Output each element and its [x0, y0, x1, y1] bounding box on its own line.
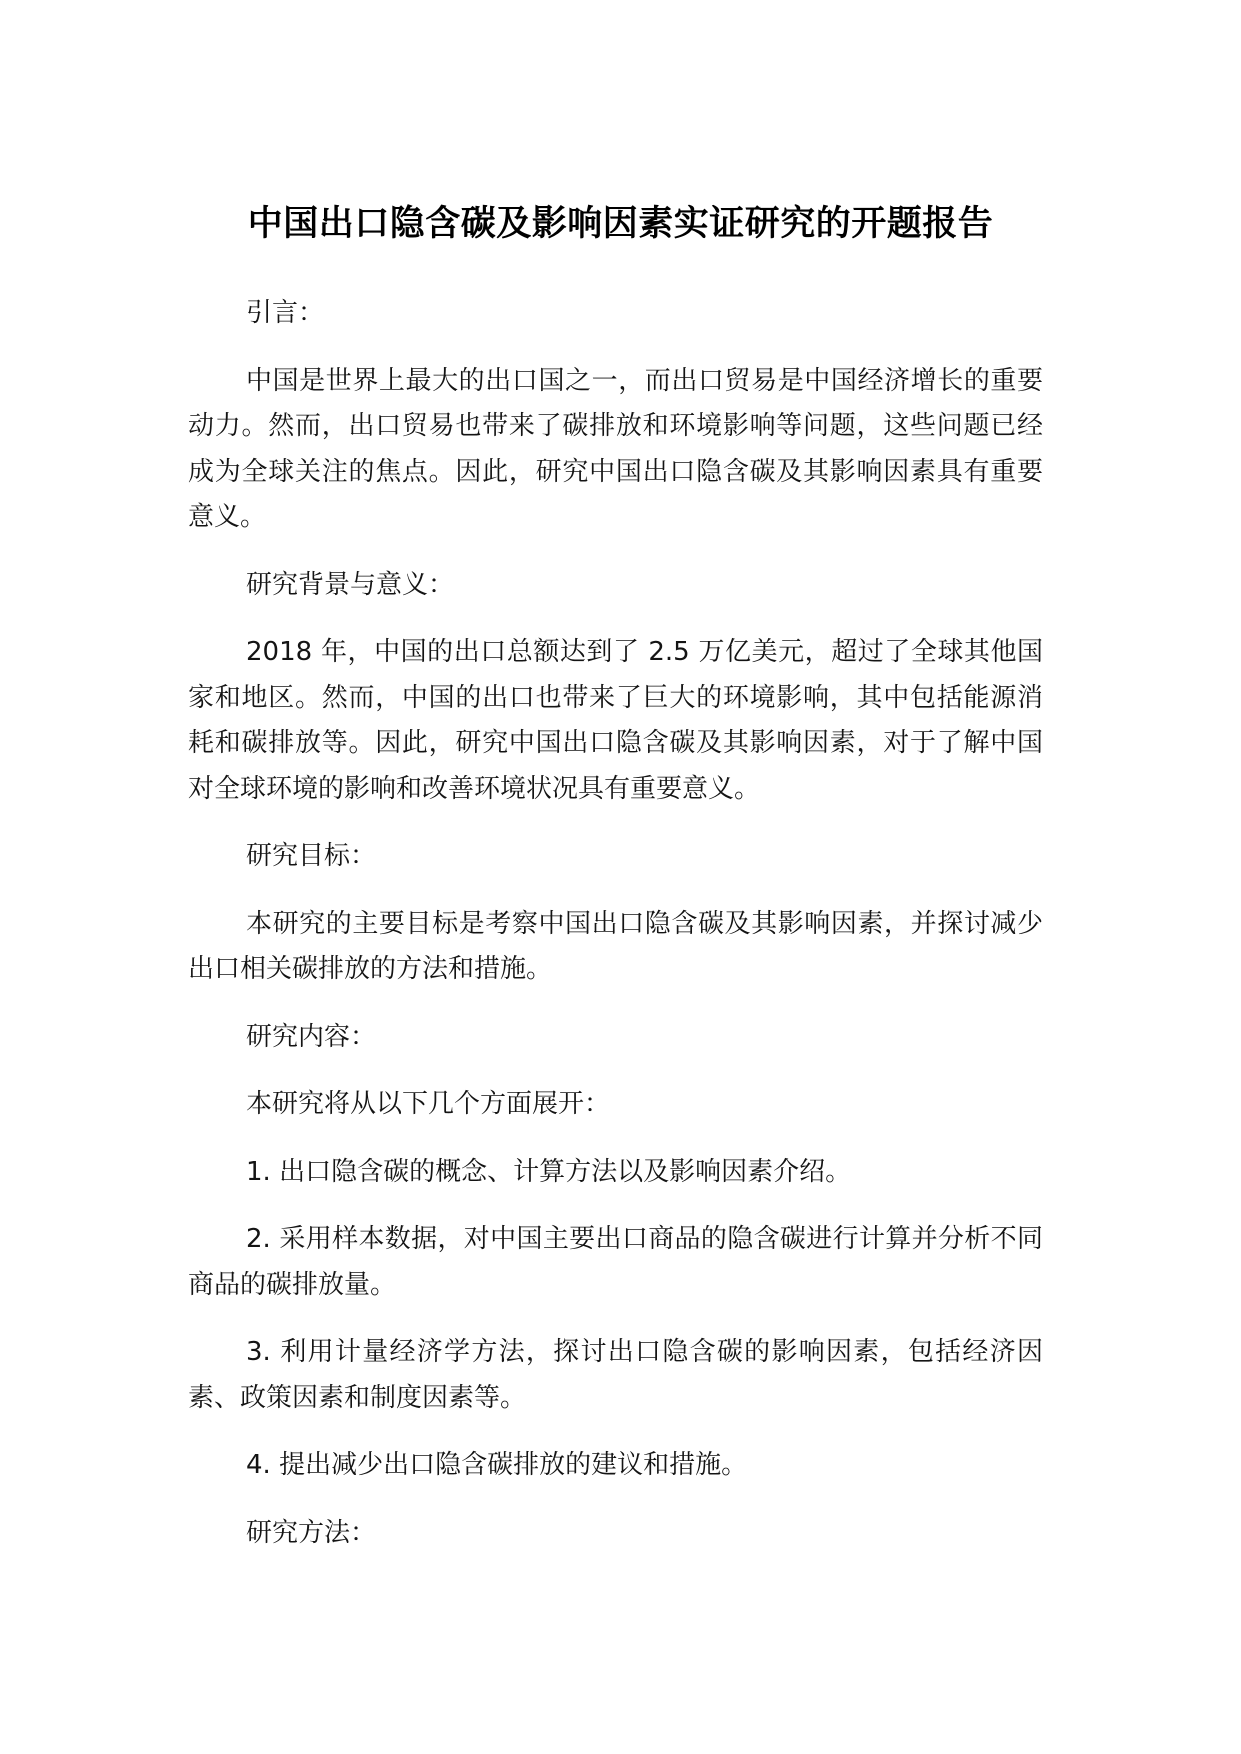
paragraph-content-intro: 本研究将从以下几个方面展开：	[246, 1089, 611, 1119]
list-item-1: 1. 出口隐含碳的概念、计算方法以及影响因素介绍。	[246, 1156, 852, 1187]
document-title: 中国出口隐含碳及影响因素实证研究的开题报告	[247, 204, 994, 245]
section-heading-content: 研究内容：	[246, 1021, 377, 1052]
section-heading-introduction: 引言：	[246, 298, 325, 328]
paragraph-background: 2018 年，中国的出口总额达到了 2.5 万亿美元，超过了全球其他国家和地区。然而，中国的出口也带来了巨大的环境影响，其中包括能源消耗和碳排放等。因此，研究中国出口隐含碳及其影响因素，对于了解中国对全球环境的影响和改善环境状况具有重要意义。	[188, 637, 1043, 804]
list-item-2: 2. 采用样本数据，对中国主要出口商品的隐含碳进行计算并分析不同商品的碳排放量。	[188, 1224, 1043, 1300]
paragraph-objectives: 本研究的主要目标是考察中国出口隐含碳及其影响因素，并探讨减少出口相关碳排放的方法和措施。	[188, 908, 1043, 984]
section-heading-methods: 研究方法：	[246, 1517, 377, 1548]
section-heading-background: 研究背景与意义：	[246, 569, 455, 600]
document-body	[188, 291, 1043, 1578]
paragraph-introduction: 中国是世界上最大的出口国之一，而出口贸易是中国经济增长的重要动力。然而，出口贸易也带来了碳排放和环境影响等问题，这些问题已经成为全球关注的焦点。因此，研究中国出口隐含碳及其影响因素具有重要意义。	[188, 365, 1043, 532]
list-item-3: 3. 利用计量经济学方法，探讨出口隐含碳的影响因素，包括经济因素、政策因素和制度因素等。	[188, 1337, 1043, 1413]
list-item-4: 4. 提出减少出口隐含碳排放的建议和措施。	[246, 1450, 748, 1480]
section-heading-objectives: 研究目标：	[246, 841, 377, 871]
